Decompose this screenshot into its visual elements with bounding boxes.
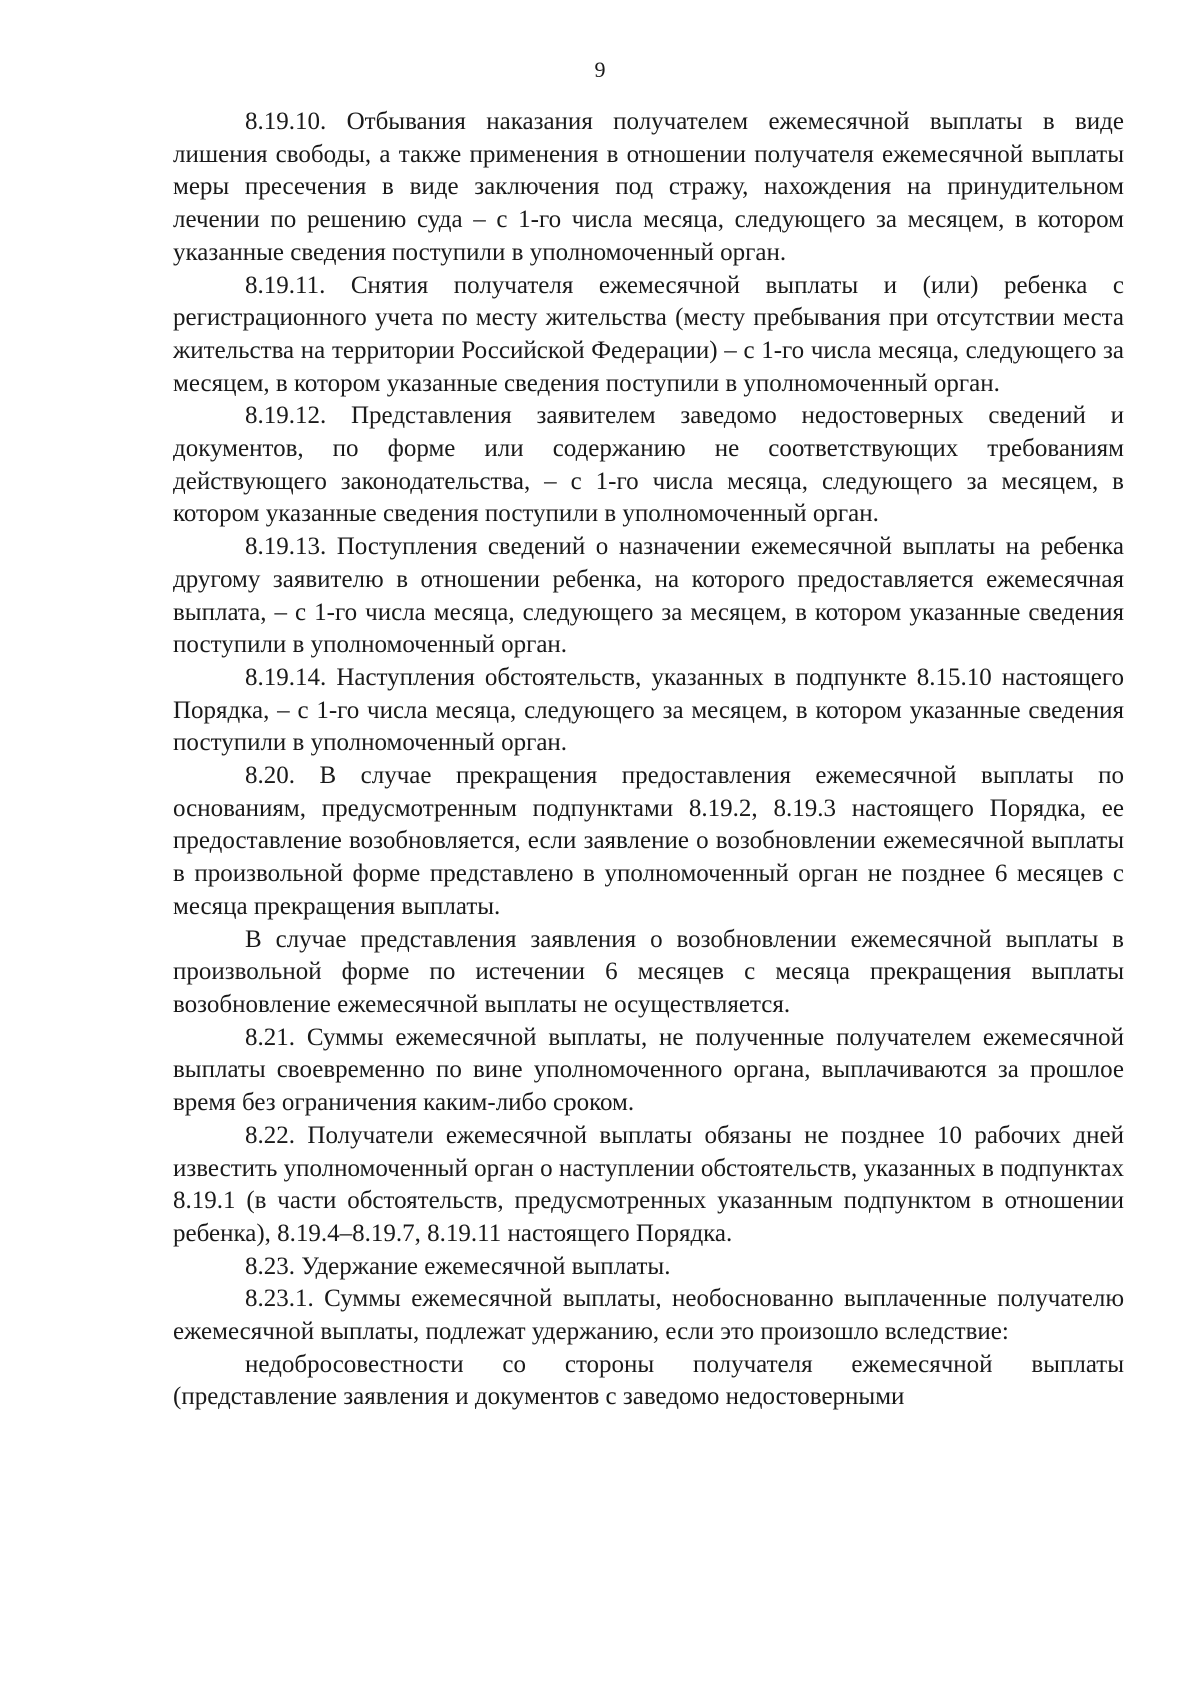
- paragraph-8-19-14: 8.19.14. Наступления обстоятельств, указанных в подпункте 8.15.10 настоящего Порядка, – с 1-го числа месяца, следующего за месяцем, в котором указанные сведения поступили в уполномоченный орган.: [173, 663, 1124, 757]
- paragraph-8-22: 8.22. Получатели ежемесячной выплаты обязаны не позднее 10 рабочих дней известить уполномоченный орган о наступлении обстоятельств, указанных в подпунктах 8.19.1 (в части обстоятельств, предусмотренных указанным подпунктом в отношении ребенка), 8.19.4–8.19.7, 8.19.11 настоящего Порядка.: [173, 1121, 1124, 1247]
- document-body: [173, 106, 1124, 1414]
- paragraph-8-23-1: 8.23.1. Суммы ежемесячной выплаты, необоснованно выплаченные получателю ежемесячной выплаты, подлежат удержанию, если это произошло вследствие:: [173, 1285, 1124, 1346]
- page-number: 9: [594, 57, 606, 82]
- paragraph-8-23-1-continued: недобросовестности со стороны получателя ежемесячной выплаты (представление заявления и документов с заведомо недостоверными: [173, 1350, 1124, 1411]
- paragraph-8-20: 8.20. В случае прекращения предоставления ежемесячной выплаты по основаниям, предусмотренным подпунктами 8.19.2, 8.19.3 настоящего Порядка, ее предоставление возобновляется, если заявление о возобновлении ежемесячной выплаты в произвольной форме представлено в уполномоченный орган не позднее 6 месяцев с месяца прекращения выплаты.: [173, 762, 1124, 920]
- paragraph-8-19-13: 8.19.13. Поступления сведений о назначении ежемесячной выплаты на ребенка другому заявителю в отношении ребенка, на которого предоставляется ежемесячная выплата, – с 1-го числа месяца, следующего за месяцем, в котором указанные сведения поступили в уполномоченный орган.: [173, 533, 1124, 659]
- paragraph-8-21: 8.21. Суммы ежемесячной выплаты, не полученные получателем ежемесячной выплаты своевременно по вине уполномоченного органа, выплачиваются за прошлое время без ограничения каким-либо сроком.: [173, 1023, 1124, 1117]
- paragraph-8-19-12: 8.19.12. Представления заявителем заведомо недостоверных сведений и документов, по форме или содержанию не соответствующих требованиям действующего законодательства, – с 1-го числа месяца, следующего за месяцем, в котором указанные сведения поступили в уполномоченный орган.: [173, 402, 1124, 528]
- paragraph-8-20-continued: В случае представления заявления о возобновлении ежемесячной выплаты в произвольной форме по истечении 6 месяцев с месяца прекращения выплаты возобновление ежемесячной выплаты не осуществляется.: [173, 925, 1124, 1018]
- paragraph-8-19-10: 8.19.10. Отбывания наказания получателем ежемесячной выплаты в виде лишения свободы, а также применения в отношении получателя ежемесячной выплаты меры пресечения в виде заключения под стражу, нахождения на принудительном лечении по решению суда – с 1-го числа месяца, следующего за месяцем, в котором указанные сведения поступили в уполномоченный орган.: [173, 108, 1124, 266]
- paragraph-8-19-11: 8.19.11. Снятия получателя ежемесячной выплаты и (или) ребенка с регистрационного учета по месту жительства (месту пребывания при отсутствии места жительства на территории Российской Федерации) – с 1-го числа месяца, следующего за месяцем, в котором указанные сведения поступили в уполномоченный орган.: [173, 271, 1124, 397]
- paragraph-8-23: 8.23. Удержание ежемесячной выплаты.: [245, 1252, 671, 1280]
